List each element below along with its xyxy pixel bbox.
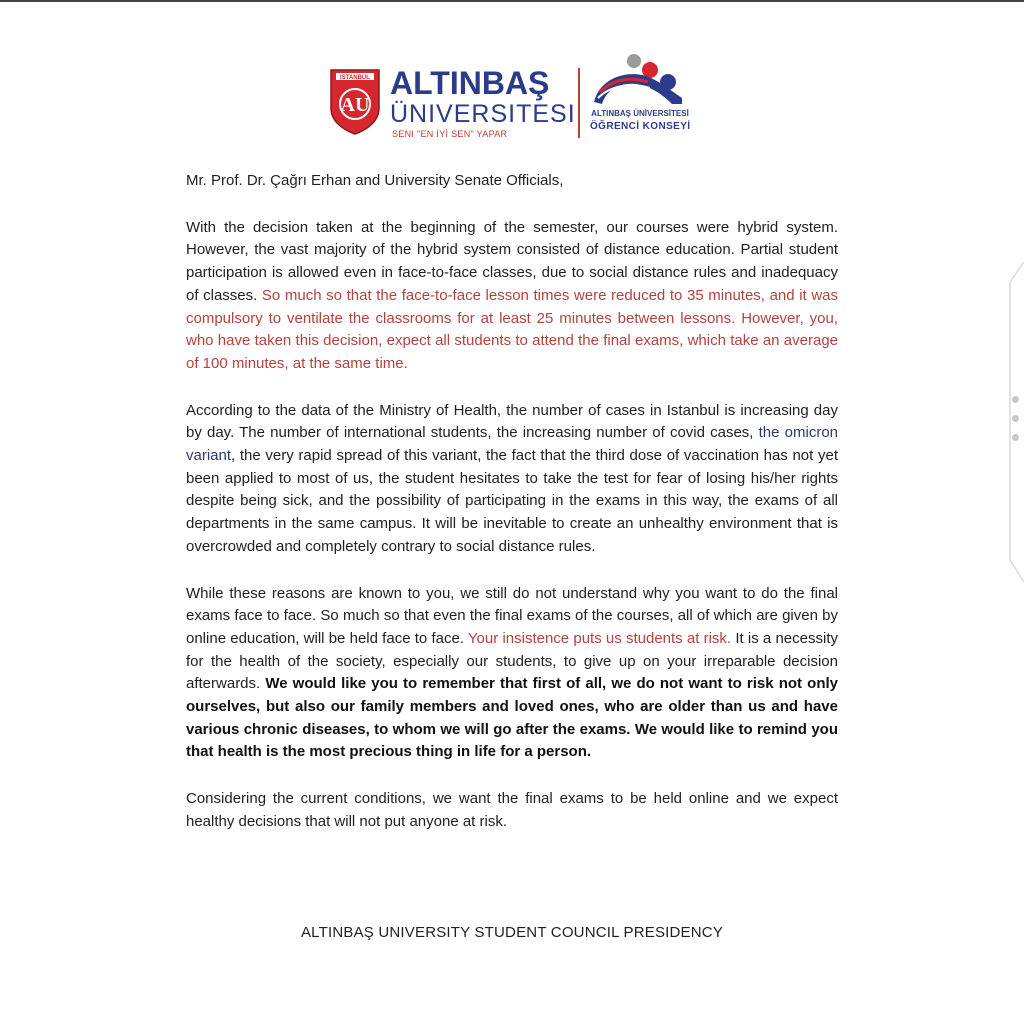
paragraph-2-text-b: , the very rapid spread of this variant, the fact that the third dose of vaccination has not yet been applied to most of us, the student hesitates to take the test for fear of losing his/her rights despite being sick, and the possibility of participating in the exams in this way, the exams of all departments in the same campus. It will be inevitable to create an unhealthy environment that is overcrowded and completely contrary to social distance rules. [186,447,838,555]
shield-label: ISTANBUL [340,75,370,81]
paragraph-4: Considering the current conditions, we want the final exams to be held online and we expect healthy decisions that will not put anyone at risk. [186,790,838,830]
paragraph-3-text-b: It is a necessity for the health of the society, especially our students, to give up on your irreparable decision afterwards. [186,629,838,693]
header-divider [578,68,580,138]
brand-subtitle: ÜNIVERSITESI [390,100,576,128]
page-dot [1012,396,1019,403]
student-council-logo [590,52,686,104]
paragraph-3-text-a: While these reasons are known to you, we still do not understand why you want to do the final exams face to face. So much so that even the final exams of the courses, all of which are given by online education, will be held face to face. [186,584,838,647]
paragraph-1-text: With the decision taken at the beginning of the semester, our courses were hybrid system. However, the vast majority of the hybrid system consisted of distance education. Partial student participation is allowed even in face-to-face classes, due to social distance rules and inadequacy of classes. [186,218,838,304]
page-dots-indicator [1012,396,1022,453]
paragraph-1 [186,217,838,376]
paragraph-3-bold: We would like you to remember that first of all, we do not want to risk not only ourselves, but also our family members and loved ones, who are older than us and have various chronic diseases, to whom we will go after the exams. We would like to remind you that health is the most precious thing in life for a person. [186,675,838,761]
letter-salutation: Mr. Prof. Dr. Çağrı Erhan and University Senate Officials, [186,172,564,189]
council-name-line1: ALTINBAŞ ÜNİVERSİTESİ [591,109,689,118]
letterhead [328,52,691,144]
paragraph-2 [186,400,838,559]
paragraph-3 [186,583,838,765]
paragraph-1-highlight: So much so that the face-to-face lesson times were reduced to 35 minutes, and it was compulsory to ventilate the classrooms for at least 25 minutes between lessons. However, you, who have taken this decision, expect all students to attend the final exams, which take an average of 100 minutes, at the same time. [186,286,838,372]
university-shield-logo [328,64,382,136]
paragraph-2-text-a: According to the data of the Ministry of Health, the number of cases in Istanbul is increasing day by day. The number of international students, the increasing number of covid cases, [186,401,838,442]
letter-body [186,170,838,858]
shield-monogram: AU [340,94,370,116]
brand-name: ALTINBAŞ [390,65,550,101]
page-dot [1012,434,1019,441]
letter-signature: ALTINBAŞ UNIVERSITY STUDENT COUNCIL PRESIDENCY [300,924,724,941]
brand-tagline: SENI "EN İYİ SEN" YAPAR [392,129,508,139]
paragraph-2-highlight: the omicron variant [186,424,838,465]
paragraph-3-highlight: Your insistence puts us students at risk. [467,629,732,647]
council-name-line2: ÖĞRENCİ KONSEYİ [590,121,691,132]
page-dot [1012,415,1019,422]
top-border [0,0,1024,2]
